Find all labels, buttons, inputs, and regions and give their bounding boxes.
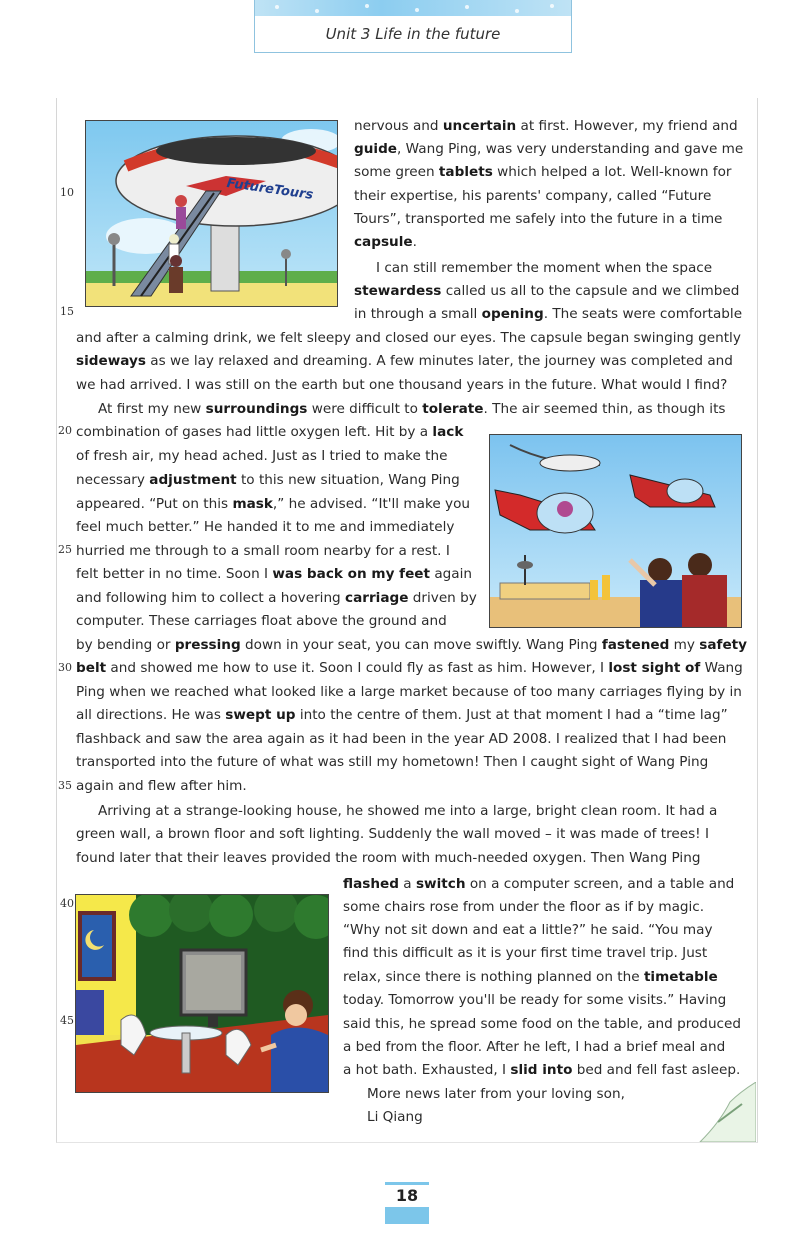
text-line: transported into the future of what was still my hometown! Then I caught sight of Wang Ping — [76, 754, 709, 770]
vocabulary-word: stewardess — [354, 283, 442, 299]
text-line: all directions. He was swept up into the centre of them. Just at that moment I had a “time lag” — [76, 707, 728, 723]
line-number-35: 35 — [58, 779, 72, 792]
text-line: find this difficult as it is your first time travel trip. Just — [343, 945, 708, 961]
text-line: some chairs rose from under the floor as if by magic. — [343, 899, 705, 915]
text-line: and after a calming drink, we felt sleepy and closed our eyes. The capsule began swinging gently — [76, 330, 741, 346]
tree-wall-room-illustration — [75, 894, 329, 1093]
vocabulary-word: sideways — [76, 353, 146, 369]
header-decoration — [255, 0, 571, 16]
future-tours-drawing — [86, 121, 337, 306]
vocabulary-word: uncertain — [442, 118, 517, 134]
future-tours-illustration — [85, 120, 338, 307]
vocabulary-word: timetable — [643, 969, 718, 985]
text-line: found later that their leaves provided the room with much-needed oxygen. Then Wang Ping — [76, 850, 701, 866]
vocabulary-word: switch — [415, 876, 466, 892]
vocabulary-word: was back on my feet — [272, 566, 431, 582]
line-number-40: 40 — [60, 897, 74, 910]
text-line: flashed a switch on a computer screen, and a table and — [343, 876, 735, 892]
text-line: today. Tomorrow you'll be ready for some visits.” Having — [343, 992, 727, 1008]
tree-wall-room-drawing — [76, 895, 328, 1092]
line-number-45: 45 — [60, 1014, 74, 1027]
text-line: At first my new surroundings were difficult to tolerate. The air seemed thin, as though its — [98, 401, 726, 417]
future-tours-sign: FutureTours — [225, 175, 315, 203]
vocabulary-word: flashed — [343, 876, 399, 892]
vocabulary-word: capsule — [354, 234, 413, 250]
text-line: feel much better.” He handed it to me and immediately — [76, 519, 455, 535]
text-line: flashback and saw the area again as it had been in the year AD 2008. I realized that I had been — [76, 731, 727, 747]
vocabulary-word: guide — [354, 141, 398, 157]
text-line: felt better in no time. Soon I was back on my feet again — [76, 566, 473, 582]
text-line: Tours”, transported me safely into the future in a time — [354, 211, 723, 227]
text-line: and following him to collect a hovering carriage driven by — [76, 590, 477, 606]
text-line: relax, since there is nothing planned on the timetable — [343, 969, 718, 985]
line-number-15: 15 — [60, 305, 74, 318]
vocabulary-word: opening — [481, 306, 544, 322]
text-line: capsule. — [354, 234, 417, 250]
vocabulary-word: safety — [699, 637, 748, 653]
line-number-25: 25 — [58, 543, 72, 556]
vocabulary-word: tolerate — [422, 401, 484, 417]
text-line: Arriving at a strange-looking house, he showed me into a large, bright clean room. It had a — [98, 803, 718, 819]
vocabulary-word: slid into — [510, 1062, 573, 1078]
text-line: by bending or pressing down in your seat, you can move swiftly. Wang Ping fastened my safety — [76, 637, 748, 653]
text-line: sideways as we lay relaxed and dreaming. A few minutes later, the journey was completed and — [76, 353, 733, 369]
vocabulary-word: swept up — [225, 707, 296, 723]
text-line: again and flew after him. — [76, 778, 247, 794]
text-line: Ping when we reached what looked like a large market because of too many carriages flying by in — [76, 684, 742, 700]
text-line: necessary adjustment to this new situation, Wang Ping — [76, 472, 460, 488]
vocabulary-word: tablets — [438, 164, 493, 180]
text-line: guide, Wang Ping, was very understanding and gave me — [354, 141, 744, 157]
text-line: hurried me through to a small room nearby for a rest. I — [76, 543, 450, 559]
vocabulary-word: pressing — [174, 637, 241, 653]
page-number: 18 — [385, 1185, 429, 1207]
text-line: computer. These carriages float above the ground and — [76, 613, 447, 629]
signature-name: Li Qiang — [367, 1109, 423, 1125]
text-line: of fresh air, my head ached. Just as I tried to make the — [76, 448, 448, 464]
text-line: nervous and uncertain at first. However, my friend and — [354, 118, 738, 134]
vocabulary-word: adjustment — [149, 472, 237, 488]
page-curl-decoration — [690, 1082, 756, 1142]
text-line: green wall, a brown floor and soft lighting. Suddenly the wall moved – it was made of trees! I — [76, 826, 709, 842]
vocabulary-word: mask — [232, 496, 273, 512]
unit-title: Unit 3 Life in the future — [325, 25, 501, 43]
text-line: stewardess called us all to the capsule and we climbed — [354, 283, 740, 299]
vocabulary-word: lost sight of — [608, 660, 701, 676]
line-number-10: 10 — [60, 186, 74, 199]
text-line: their expertise, his parents' company, called “Future — [354, 188, 712, 204]
page-number-badge — [385, 1182, 429, 1224]
line-number-20: 20 — [58, 424, 72, 437]
flying-carriages-illustration — [489, 434, 742, 628]
text-line: belt and showed me how to use it. Soon I could fly as fast as him. However, I lost sight of Wang — [76, 660, 743, 676]
unit-header — [254, 0, 572, 53]
vocabulary-word: lack — [432, 424, 464, 440]
text-line: we had arrived. I was still on the earth but one thousand years in the future. What would I find? — [76, 377, 728, 393]
text-line: a bed from the floor. After he left, I had a brief meal and — [343, 1039, 726, 1055]
closing-line: More news later from your loving son, — [367, 1086, 625, 1102]
text-line: some green tablets which helped a lot. Well-known for — [354, 164, 732, 180]
vocabulary-word: carriage — [345, 590, 409, 606]
text-line: a hot bath. Exhausted, I slid into bed and fell fast asleep. — [343, 1062, 741, 1078]
text-line: in through a small opening. The seats were comfortable — [354, 306, 743, 322]
text-line: appeared. “Put on this mask,” he advised. “It'll make you — [76, 496, 471, 512]
flying-carriages-drawing — [490, 435, 741, 627]
text-line: “Why not sit down and eat a little?” he said. “You may — [343, 922, 713, 938]
text-line: combination of gases had little oxygen left. Hit by a lack — [76, 424, 464, 440]
text-line: I can still remember the moment when the space — [376, 260, 713, 276]
vocabulary-word: belt — [76, 660, 107, 676]
vocabulary-word: fastened — [601, 637, 670, 653]
text-line: said this, he spread some food on the table, and produced — [343, 1016, 742, 1032]
line-number-30: 30 — [58, 661, 72, 674]
vocabulary-word: surroundings — [205, 401, 308, 417]
